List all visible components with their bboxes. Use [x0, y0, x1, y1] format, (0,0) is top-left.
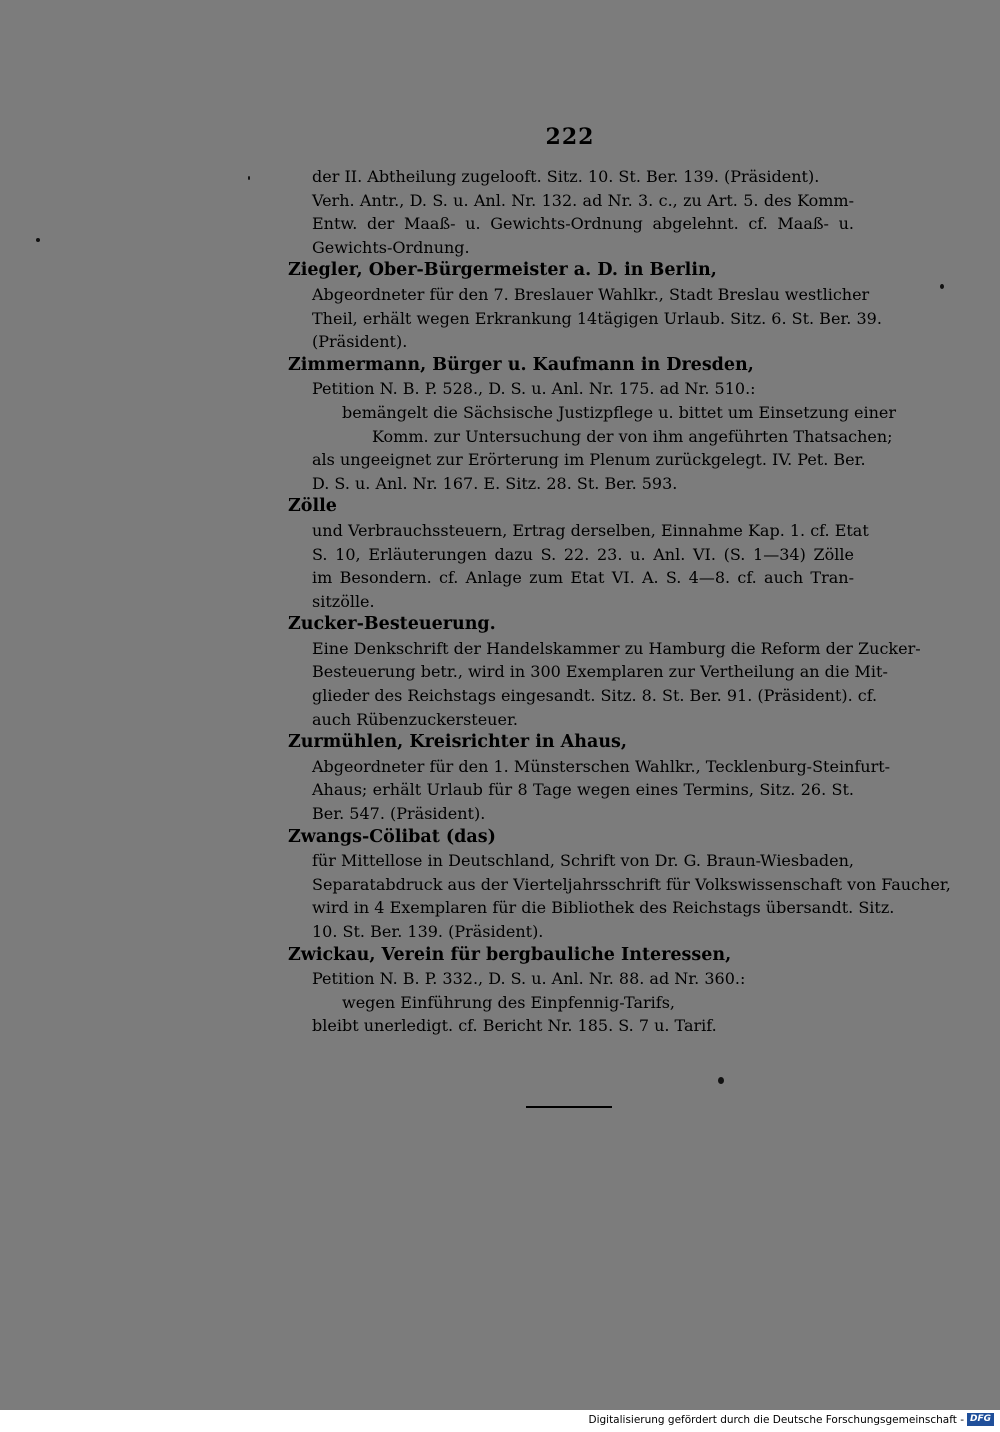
text-line: bleibt unerledigt. cf. Bericht Nr. 185. S. 7 u. Tarif.	[312, 1016, 717, 1036]
ink-speck	[940, 284, 944, 289]
text-line: bemängelt die Sächsische Justizpflege u. bittet um Einsetzung einer	[342, 402, 897, 422]
ink-speck	[718, 1077, 724, 1084]
entry-heading: Zucker-Besteuerung.	[288, 614, 496, 635]
entry-heading: Zurmühlen, Kreisrichter in Ahaus,	[288, 732, 627, 753]
entry-heading: Ziegler, Ober-Bürgermeister a. D. in Berlin,	[288, 260, 717, 281]
text-line: Abgeordneter für den 7. Breslauer Wahlkr., Stadt Breslau westlicher	[312, 284, 870, 304]
ink-speck	[36, 238, 40, 242]
footer-bar	[0, 1410, 1000, 1432]
text-line: (Präsident).	[312, 332, 408, 352]
text-line: Theil, erhält wegen Erkrankung 14tägigen Urlaub. Sitz. 6. St. Ber. 39.	[312, 308, 882, 328]
text-line: Abgeordneter für den 1. Münsterschen Wahlkr., Tecklenburg-Steinfurt-	[312, 756, 891, 776]
text-line: sitzölle.	[312, 591, 375, 611]
text-line: wird in 4 Exemplaren für die Bibliothek des Reichstags übersandt. Sitz.	[312, 898, 895, 918]
text-line: wegen Einführung des Einpfennig-Tarifs,	[342, 992, 675, 1012]
text-line: S. 10, Erläuterungen dazu S. 22. 23. u. Anl. VI. (S. 1—34) Zölle	[312, 544, 854, 564]
text-line: im Besondern. cf. Anlage zum Etat VI. A. S. 4—8. cf. auch Tran-	[312, 568, 854, 588]
entry-heading: Zimmermann, Bürger u. Kaufmann in Dresden,	[288, 354, 754, 375]
page-number: 222	[545, 124, 595, 150]
text-line: der II. Abtheilung zugelooft. Sitz. 10. St. Ber. 139. (Präsident).	[312, 167, 820, 186]
text-line: Petition N. B. P. 332., D. S. u. Anl. Nr. 88. ad Nr. 360.:	[312, 969, 746, 989]
text-line: Eine Denkschrift der Handelskammer zu Hamburg die Reform der Zucker-	[312, 638, 921, 658]
text-line: Ahaus; erhält Urlaub für 8 Tage wegen eines Termins, Sitz. 26. St.	[312, 780, 854, 800]
text-line: als ungeeignet zur Erörterung im Plenum zurückgelegt. IV. Pet. Ber.	[312, 450, 866, 470]
text-line: 10. St. Ber. 139. (Präsident).	[312, 922, 544, 941]
dfg-logo: DFG	[967, 1413, 994, 1426]
footer-credit: Digitalisierung gefördert durch die Deutsche Forschungsgemeinschaft -	[588, 1414, 964, 1426]
ink-speck	[248, 176, 250, 180]
text-line: Besteuerung betr., wird in 300 Exemplaren zur Vertheilung an die Mit-	[312, 662, 888, 682]
text-line: Separatabdruck aus der Vierteljahrsschrift für Volkswissenschaft von Faucher,	[312, 874, 951, 894]
text-line: Petition N. B. P. 528., D. S. u. Anl. Nr. 175. ad Nr. 510.:	[312, 379, 756, 399]
text-line: auch Rübenzuckersteuer.	[312, 709, 518, 729]
text-line: Entw. der Maaß- u. Gewichts-Ordnung abgelehnt. cf. Maaß- u.	[312, 214, 854, 234]
entry-heading: Zwickau, Verein für bergbauliche Interessen,	[288, 944, 732, 965]
text-line: D. S. u. Anl. Nr. 167. E. Sitz. 28. St. Ber. 593.	[312, 473, 678, 493]
text-line: für Mittellose in Deutschland, Schrift von Dr. G. Braun-Wiesbaden,	[312, 851, 854, 871]
entry-heading: Zwangs-Cölibat (das)	[288, 826, 496, 847]
text-line: Verh. Antr., D. S. u. Anl. Nr. 132. ad Nr. 3. c., zu Art. 5. des Komm-	[312, 190, 854, 210]
text-line: Ber. 547. (Präsident).	[312, 804, 486, 824]
text-line: und Verbrauchssteuern, Ertrag derselben, Einnahme Kap. 1. cf. Etat	[312, 520, 869, 540]
closing-rule	[526, 1106, 612, 1108]
text-line: Komm. zur Untersuchung der von ihm angeführten Thatsachen;	[372, 426, 893, 446]
text-line: glieder des Reichstags eingesandt. Sitz. 8. St. Ber. 91. (Präsident). cf.	[312, 686, 878, 706]
text-line: Gewichts-Ordnung.	[312, 237, 470, 257]
page-text	[288, 165, 951, 1038]
entry-heading: Zölle	[288, 496, 337, 517]
